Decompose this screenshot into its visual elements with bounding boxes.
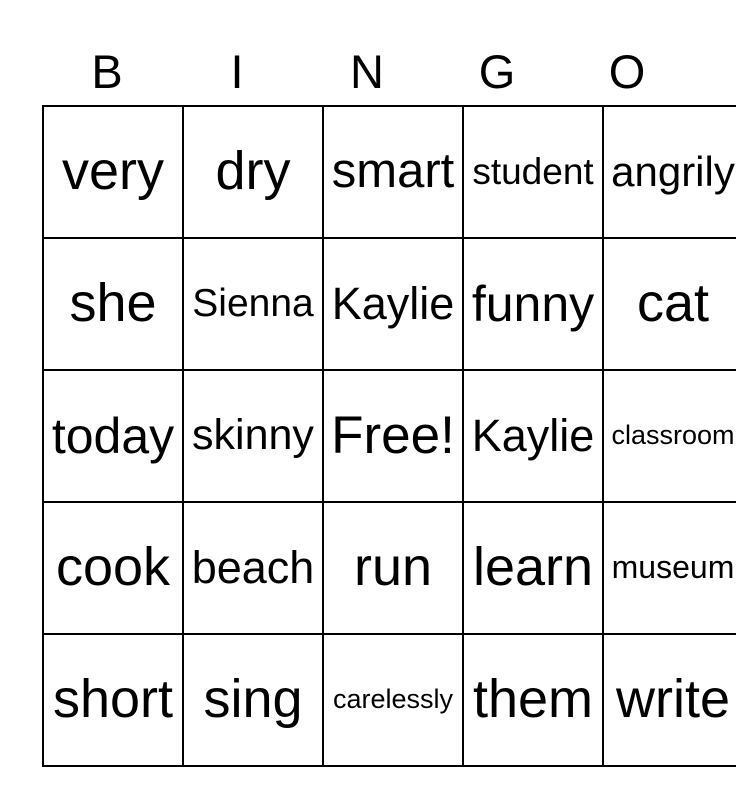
cell-word: classroom (611, 420, 735, 451)
bingo-cell-r1c3[interactable] (463, 238, 603, 370)
bingo-cell-r2c0[interactable] (43, 370, 183, 502)
bingo-cell-r4c0[interactable] (43, 634, 183, 766)
cell-word: museum (611, 549, 735, 586)
bingo-cell-r0c1[interactable] (183, 106, 323, 238)
bingo-cell-r3c4[interactable] (603, 502, 736, 634)
cell-word: skinny (192, 411, 314, 460)
bingo-cell-r1c1[interactable] (183, 238, 323, 370)
grid-row-0 (43, 106, 736, 238)
bingo-cell-r1c0[interactable] (43, 238, 183, 370)
bingo-cell-r0c4[interactable] (603, 106, 736, 238)
bingo-letter-o: O (608, 45, 646, 98)
grid-row-3 (43, 502, 736, 634)
cell-word: carelessly (332, 684, 454, 715)
bingo-cell-r0c0[interactable] (43, 106, 183, 238)
bingo-cell-r4c3[interactable] (463, 634, 603, 766)
bingo-cell-r1c2[interactable] (323, 238, 463, 370)
cell-word: write (615, 669, 730, 730)
cell-word: run (353, 537, 433, 598)
grid-row-2 (43, 370, 736, 502)
grid-row-4 (43, 634, 736, 766)
bingo-cell-r3c3[interactable] (463, 502, 603, 634)
cell-word: funny (471, 275, 595, 332)
cell-word: short (52, 669, 174, 730)
cell-word: she (69, 273, 157, 334)
cell-word: learn (472, 537, 594, 598)
bingo-cell-r4c1[interactable] (183, 634, 323, 766)
grid-row-1 (43, 238, 736, 370)
bingo-grid-body (43, 106, 736, 766)
bingo-cell-r1c4[interactable] (603, 238, 736, 370)
cell-word: dry (215, 141, 291, 202)
bingo-cell-r3c1[interactable] (183, 502, 323, 634)
cell-word: smart (331, 144, 455, 199)
bingo-cell-r0c2[interactable] (323, 106, 463, 238)
cell-word: Free! (331, 405, 455, 465)
bingo-cell-r2c1[interactable] (183, 370, 323, 502)
cell-word: Sienna (192, 281, 314, 325)
bingo-header (42, 44, 692, 100)
bingo-letter-b: B (91, 45, 123, 98)
cell-word: Kaylie (471, 410, 595, 462)
cell-word: beach (191, 542, 315, 594)
bingo-cell-r0c3[interactable] (463, 106, 603, 238)
bingo-cell-r4c4[interactable] (603, 634, 736, 766)
cell-word: cook (55, 537, 171, 598)
cell-word: Kaylie (331, 278, 455, 330)
cell-word: angrily (611, 147, 735, 195)
free-cell[interactable] (323, 370, 463, 502)
bingo-grid (42, 105, 736, 767)
bingo-cell-r3c2[interactable] (323, 502, 463, 634)
bingo-cell-r3c0[interactable] (43, 502, 183, 634)
cell-word: student (472, 150, 594, 192)
cell-word: very (61, 141, 164, 202)
bingo-cell-r4c2[interactable] (323, 634, 463, 766)
cell-word: cat (636, 273, 710, 334)
cell-word: today (51, 407, 175, 464)
cell-word: them (472, 669, 594, 730)
bingo-letter-i: I (230, 45, 244, 98)
bingo-cell-r2c3[interactable] (463, 370, 603, 502)
bingo-cell-r2c4[interactable] (603, 370, 736, 502)
bingo-letter-g: G (478, 45, 516, 98)
cell-word: sing (203, 669, 303, 730)
bingo-card (42, 44, 735, 767)
bingo-letter-n: N (350, 45, 384, 98)
